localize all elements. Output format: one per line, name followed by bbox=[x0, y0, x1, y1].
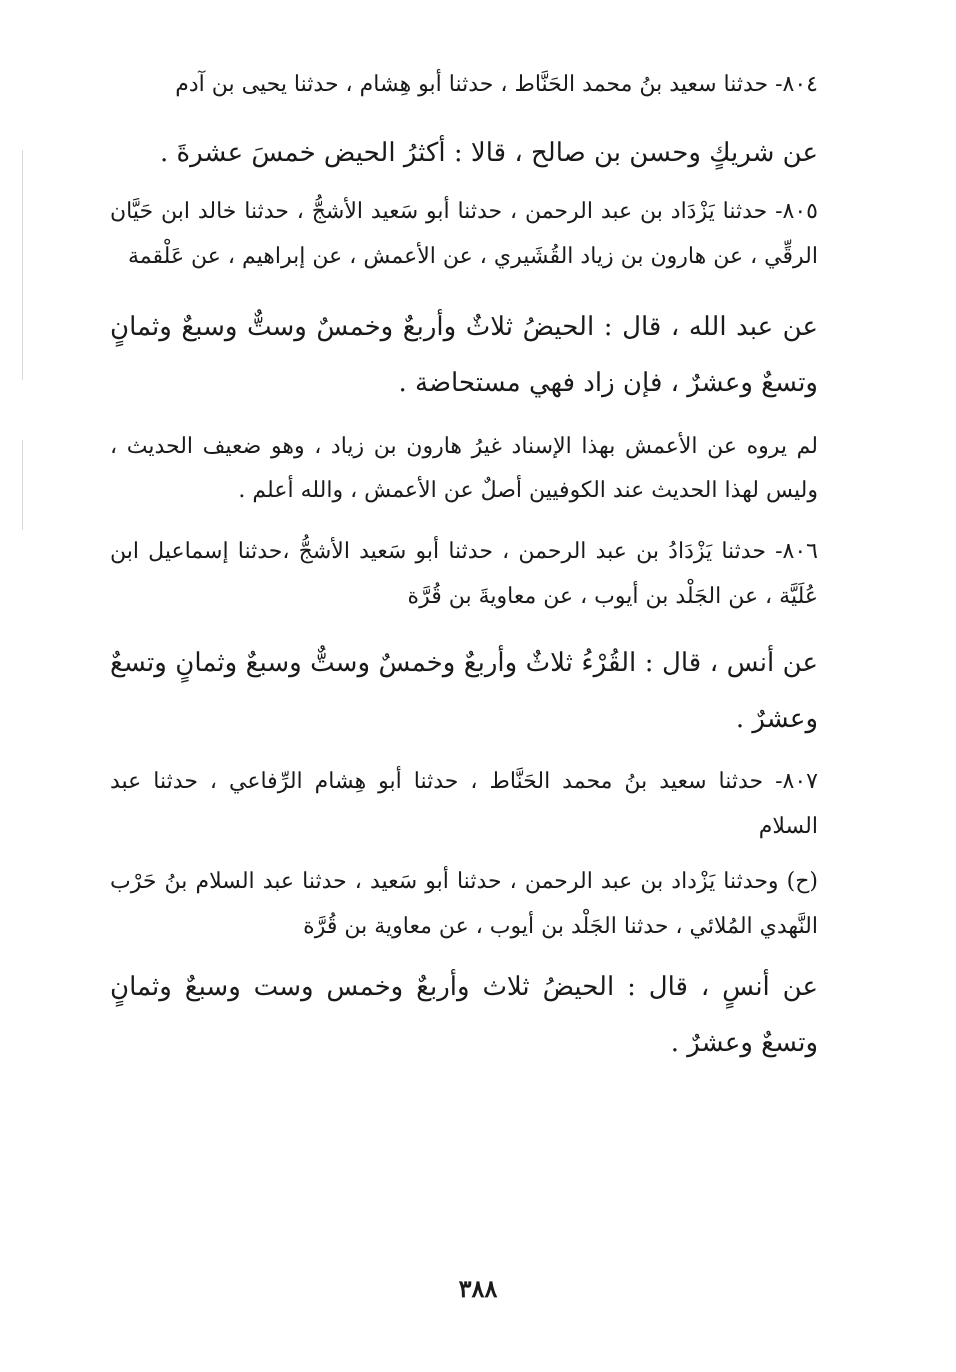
hadith-804-isnad: ٨٠٤- حدثنا سعيد بنُ محمد الحَنَّاط ، حدثنا أبو هِشام ، حدثنا يحيى بن آدم bbox=[175, 72, 818, 97]
hadith-805-isnad: ٨٠٥- حدثنا يَزْدَاد بن عبد الرحمن ، حدثنا أبو سَعيد الأشجُّ ، حدثنا خالد ابن حَيَّان الرقِّي ، عن هارون بن زياد القُشَيري ، عن الأعمش ، عن إبراهيم ، عن عَلْقمة bbox=[110, 199, 818, 269]
page-number: ٣٨٨ bbox=[458, 1274, 498, 1303]
hadith-807-matn: عن أنسٍ ، قال : الحيضُ ثلاث وأربعٌ وخمس وست وسبعٌ وثمانٍ وتسعٌ وعشرٌ . bbox=[110, 972, 818, 1058]
author-commentary: لم يروه عن الأعمش بهذا الإسناد غيرُ هارون بن زياد ، وهو ضعيف الحديث ، وليس لهذا الحديث عند الكوفيين أصلٌ عن الأعمش ، والله أعلم . bbox=[110, 434, 818, 503]
hadith-806-matn: عن أنس ، قال : القُرْءُ ثلاثٌ وأربعٌ وخمسٌ وستٌّ وسبعٌ وثمانٍ وتسعٌ وعشرٌ . bbox=[110, 648, 818, 734]
hadith-804-matn: عن شريكٍ وحسن بن صالح ، قالا : أكثرُ الحيض خمسَ عشرةَ . bbox=[159, 138, 818, 168]
hadith-805-matn: عن عبد الله ، قال : الحيضُ ثلاثٌ وأربعٌ وخمسٌ وستٌّ وسبعٌ وثمانٍ وتسعٌ وعشرٌ ، فإن زاد فهي مستحاضة . bbox=[110, 312, 818, 398]
hadith-806-isnad: ٨٠٦- حدثنا يَزْدَادُ بن عبد الرحمن ، حدثنا أبو سَعيد الأشجُّ ،حدثنا إسماعيل ابن عُلَيَّة ، عن الجَلْد بن أيوب ، عن معاويةَ بن قُرَّة bbox=[110, 539, 818, 609]
hadith-807-alternate-isnad: (ح) وحدثنا يَزْداد بن عبد الرحمن ، حدثنا أبو سَعيد ، حدثنا عبد السلام بنُ حَرْب النَّهدي المُلائي ، حدثنا الجَلْد بن أيوب ، عن معاوية بن قُرَّة bbox=[110, 869, 818, 939]
hadith-807-isnad: ٨٠٧- حدثنا سعيد بنُ محمد الحَنَّاط ، حدثنا أبو هِشام الرِّفاعي ، حدثنا عبد السلام bbox=[110, 769, 818, 839]
margin-rule-middle bbox=[22, 440, 23, 530]
page-body bbox=[110, 62, 818, 1071]
margin-rule-top bbox=[22, 150, 23, 380]
